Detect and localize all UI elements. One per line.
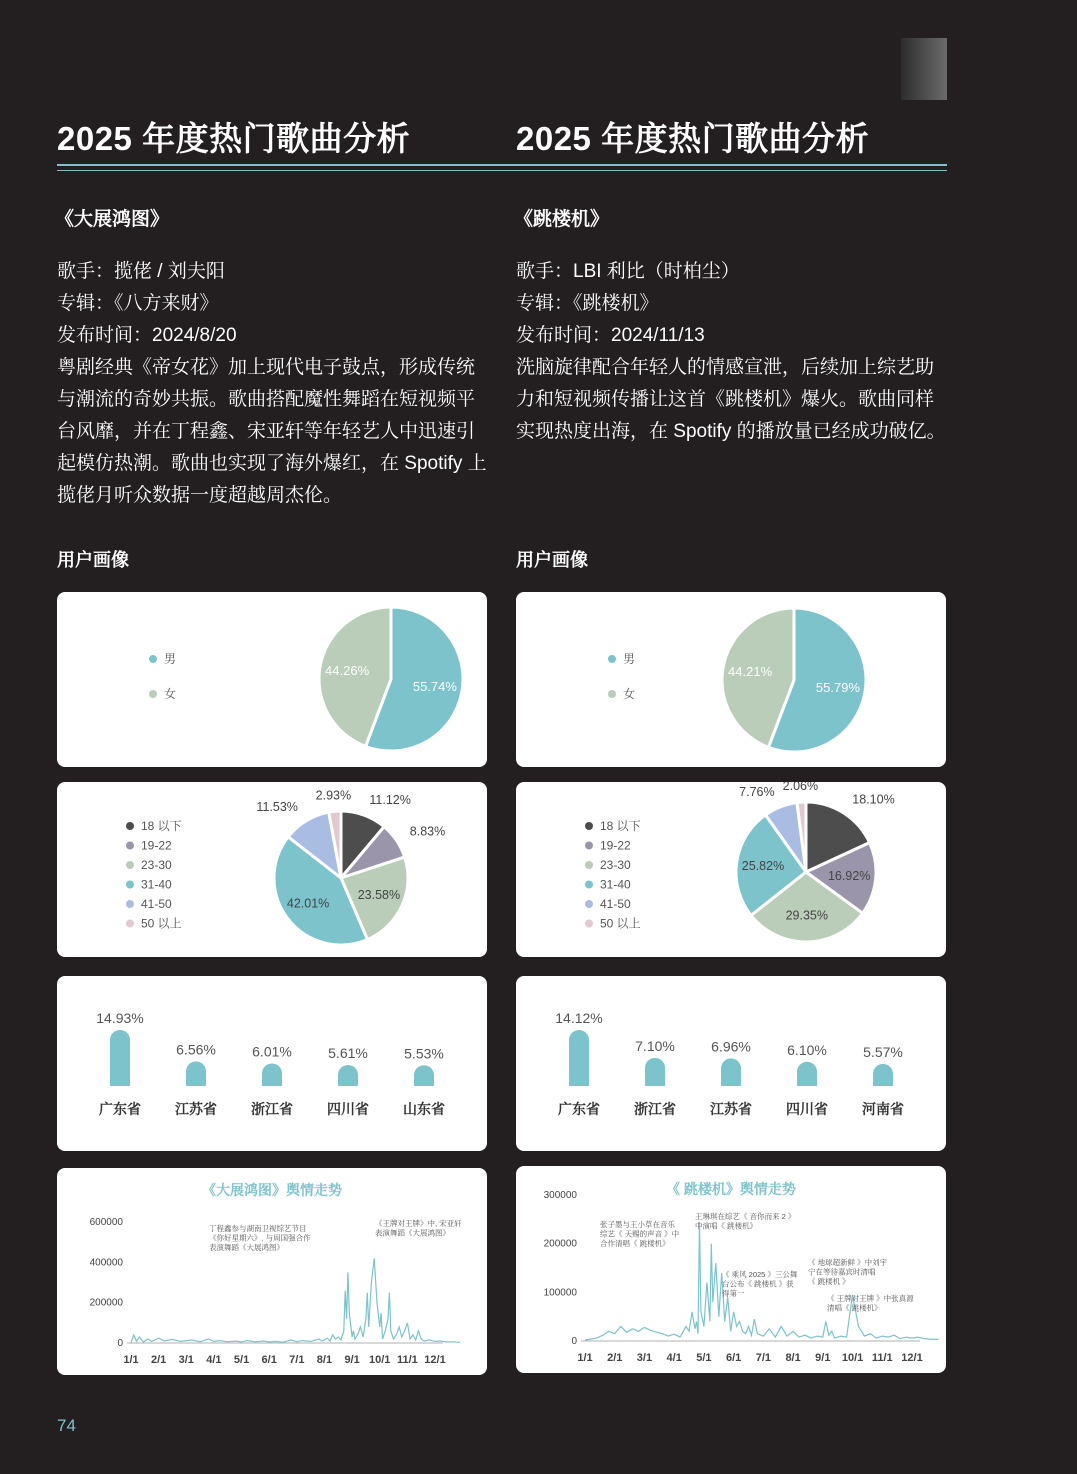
province-bar-category: 浙江省 [634,1101,676,1117]
singer-left: 歌手：揽佬 / 刘夫阳 [57,261,225,282]
province-bar-category: 四川省 [327,1101,369,1117]
event-annotation: 《 乘风 2025 》三公舞 [722,1270,798,1279]
event-annotation: 《 王牌对王牌 》中张真源 [827,1294,914,1303]
x-tick-label: 12/1 [901,1352,923,1364]
singer-right: 歌手：LBI 利比（时柏尘） [516,261,740,282]
pie-slice-label: 25.82% [741,858,785,873]
gender-pie-chart-right [516,592,946,767]
event-annotation: 《 跳楼机 》 [808,1277,850,1286]
age-pie-chart-right [516,782,946,957]
event-annotation: 台公布《 跳楼机 》获 [722,1279,794,1289]
x-tick-label: 10/1 [841,1352,864,1364]
event-annotation: 得第一 [722,1289,745,1298]
x-tick-label: 3/1 [178,1354,194,1366]
province-bar-category: 山东省 [403,1101,445,1117]
y-tick-label: 400000 [89,1257,123,1269]
x-tick-label: 6/1 [725,1352,742,1364]
trend-line-chart-right [516,1166,946,1373]
province-bar-value: 5.61% [328,1044,368,1061]
album-right: 专辑：《跳楼机》 [516,293,659,314]
page-title-left: 2025 年度热门歌曲分析 [57,120,411,157]
legend-label: 31-40 [141,877,172,892]
province-chart-card-right [516,976,946,1151]
trend-line [131,1258,460,1342]
release-date-right: 发布时间：2024/11/13 [516,325,705,346]
legend-label: 50 以上 [141,916,182,931]
province-bar [797,1062,817,1086]
pie-slice-label: 18.10% [852,792,895,807]
corner-decoration-block [901,38,947,100]
pie-slice-label: 55.74% [412,679,457,694]
province-bar [262,1063,282,1086]
pie-slice-label: 29.35% [785,908,829,923]
x-tick-label: 1/1 [123,1354,139,1366]
y-tick-label: 0 [117,1338,123,1349]
legend-label: 41-50 [141,897,172,911]
legend-swatch [126,881,134,889]
description-right: 洗脑旋律配合年轻人的情感宣泄，后续加上综艺助力和短视频传播让这首《跳楼机》爆火。歌曲同样实现热度出海，在 Spotify 的播放量已经成功破亿。 [516,357,946,442]
province-bar-chart-right [516,976,946,1151]
event-annotation: 丁程鑫参与湖南卫视综艺节目 [209,1224,307,1233]
y-tick-label: 300000 [543,1190,577,1201]
province-bar-value: 6.10% [787,1041,827,1058]
title-divider-thin [57,170,947,171]
legend-label: 23-30 [141,858,172,872]
y-tick-label: 200000 [89,1297,123,1309]
y-tick-label: 600000 [89,1217,123,1228]
trend-chart-card-left [57,1168,487,1375]
legend-label: 女 [164,687,177,701]
event-annotation: 王琳琪在综艺《 音你而来 2 》 [695,1212,796,1221]
x-tick-label: 11/1 [396,1354,418,1366]
x-tick-label: 7/1 [289,1354,305,1366]
age-pie-chart-left [57,782,487,957]
x-tick-label: 12/1 [424,1354,446,1366]
province-bar [873,1064,893,1086]
page-title-right: 2025 年度热门歌曲分析 [516,120,870,157]
pie-slice-label: 11.12% [369,793,411,807]
event-annotation: 合作清唱《 跳楼机》 [600,1239,670,1248]
event-annotation: 表演舞蹈《大展鸿图》 [375,1228,450,1238]
legend-swatch [608,690,616,698]
province-bar-value: 6.96% [711,1038,751,1055]
legend-swatch [585,822,593,830]
province-bar [569,1030,589,1086]
legend-swatch [126,842,134,850]
legend-swatch [585,900,593,908]
x-tick-label: 4/1 [666,1352,682,1364]
legend-swatch [126,822,134,830]
legend-swatch [585,881,593,889]
province-bar-category: 江苏省 [710,1101,752,1117]
legend-swatch [585,842,593,850]
pie-slice-label: 44.21% [728,663,773,679]
pie-slice-label: 55.79% [815,680,860,696]
song-title-right: 《跳楼机》 [514,209,610,230]
x-tick-label: 5/1 [696,1352,712,1364]
legend-label: 19-22 [600,838,631,853]
album-left: 专辑：《八方来财》 [57,293,219,314]
x-tick-label: 4/1 [206,1354,222,1366]
legend-swatch [126,920,134,928]
x-tick-label: 11/1 [871,1352,893,1364]
x-tick-label: 2/1 [150,1354,167,1366]
x-tick-label: 1/1 [577,1352,593,1364]
event-annotation: 表演舞蹈《大展鸿图》 [209,1243,284,1252]
pie-slice-label: 8.83% [409,824,446,839]
gender-chart-card-left [57,592,487,767]
trend-chart-card-right [516,1166,946,1373]
province-bar-category: 江苏省 [175,1101,217,1117]
user-portrait-label-left: 用户画像 [57,550,129,570]
legend-label: 男 [164,652,177,666]
legend-label: 23-30 [600,858,631,872]
y-tick-label: 0 [571,1336,577,1347]
legend-label: 31-40 [600,877,631,892]
x-tick-label: 10/1 [369,1354,391,1366]
x-tick-label: 3/1 [636,1352,653,1364]
trend-line-chart-left [57,1168,487,1375]
legend-label: 50 以上 [600,916,641,931]
legend-label: 男 [623,652,636,666]
pie-slice-label: 11.53% [256,800,298,815]
legend-label: 女 [623,687,636,701]
pie-slice-label: 44.26% [325,663,370,678]
province-bar-category: 广东省 [99,1101,141,1117]
legend-swatch [149,690,157,698]
y-tick-label: 200000 [543,1238,577,1250]
event-annotation: 清唱《 跳楼机》 [827,1303,882,1313]
x-tick-label: 5/1 [233,1354,250,1366]
gender-pie-chart-left [57,592,487,767]
pie-slice-label: 42.01% [286,896,330,911]
province-bar [110,1030,130,1086]
province-bar [186,1061,206,1086]
x-tick-label: 6/1 [261,1354,277,1366]
province-bar-category: 河南省 [862,1101,904,1117]
province-bar-chart-left [57,976,487,1151]
song-info-right [516,256,948,448]
province-bar-category: 广东省 [558,1101,600,1117]
legend-swatch [585,861,593,869]
legend-swatch [126,900,134,908]
legend-swatch [585,920,593,928]
event-annotation: 《 地球超新鲜 》中刘宇 [808,1258,888,1267]
event-annotation: 《你好星期六》, 与周国强合作 [209,1233,311,1243]
legend-swatch [126,861,134,869]
age-chart-card-left [57,782,487,957]
pie-slice-label: 23.58% [357,888,401,903]
province-chart-card-left [57,976,487,1151]
event-annotation: 综艺《 天赐的声音 》中 [600,1229,680,1239]
pie-slice-label: 2.06% [782,782,819,794]
legend-label: 18 以下 [600,819,641,833]
pie-slice-label: 2.93% [315,788,352,803]
page-number: 74 [57,1416,76,1435]
user-portrait-label-right: 用户画像 [516,550,588,570]
x-tick-label: 9/1 [344,1354,360,1366]
description-left: 粤剧经典《帝女花》加上现代电子鼓点，形成传统与潮流的奇妙共振。歌曲搭配魔性舞蹈在短视频平台风靡，并在丁程鑫、宋亚轩等年轻艺人中迅速引起模仿热潮。歌曲也实现了海外爆红，在 Spotify 上揽佬月听众数据一度超越周杰伦。 [57,357,487,506]
province-bar [414,1065,434,1086]
y-tick-label: 100000 [543,1287,577,1299]
event-annotation: 《王牌对王牌》中, 宋亚轩 [375,1219,462,1228]
release-date-left: 发布时间：2024/8/20 [57,325,237,346]
province-bar [721,1058,741,1086]
province-bar-value: 14.93% [96,1010,144,1026]
legend-label: 41-50 [600,897,631,911]
x-tick-label: 2/1 [607,1352,623,1364]
event-annotation: 中演唱《 跳楼机》 [695,1221,758,1231]
age-chart-card-right [516,782,946,957]
legend-label: 18 以下 [141,819,182,833]
x-tick-label: 9/1 [815,1352,831,1364]
song-title-left: 《大展鸿图》 [55,209,170,230]
province-bar-value: 14.12% [555,1010,603,1026]
x-tick-label: 7/1 [755,1352,772,1364]
pie-slice-label: 7.76% [739,784,775,799]
province-bar-value: 5.53% [404,1045,444,1062]
province-bar-value: 6.01% [252,1043,292,1060]
province-bar [338,1065,358,1086]
event-annotation: 宁在等待嘉宾时清唱 [808,1267,876,1277]
pie-slice-label: 16.92% [827,869,871,884]
x-tick-label: 8/1 [316,1354,333,1366]
province-bar-value: 6.56% [176,1041,216,1058]
province-bar-value: 7.10% [635,1037,675,1054]
province-bar-category: 四川省 [786,1101,828,1117]
title-divider-thick [57,164,947,166]
trend-chart-title: 《 跳楼机》舆情走势 [666,1181,796,1197]
event-annotation: 张子墨与王小草在音乐 [600,1220,675,1229]
province-bar [645,1058,665,1086]
x-tick-label: 8/1 [785,1352,801,1364]
trend-chart-title: 《大展鸿图》舆情走势 [202,1182,342,1198]
legend-swatch [149,655,157,663]
legend-swatch [608,655,616,663]
legend-label: 19-22 [141,838,172,853]
province-bar-value: 5.57% [863,1043,903,1060]
gender-chart-card-right [516,592,946,767]
song-info-left [57,256,489,512]
province-bar-category: 浙江省 [251,1101,293,1117]
